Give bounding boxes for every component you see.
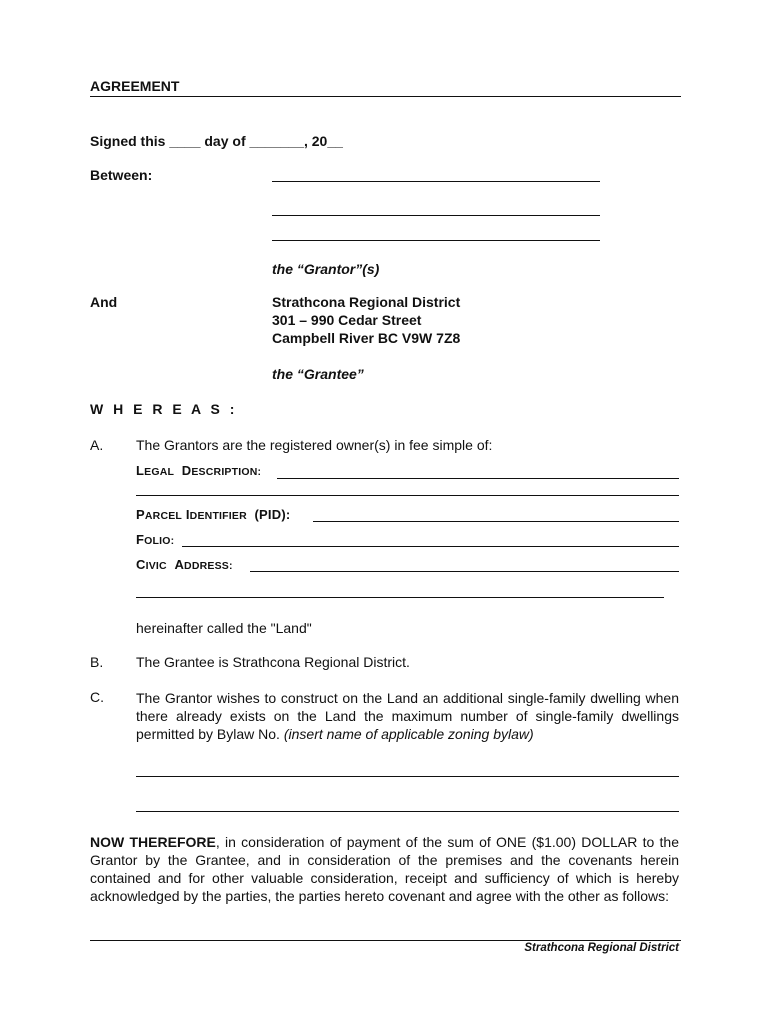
- footer-text: Strathcona Regional District: [524, 942, 679, 954]
- grantor-name-line-2[interactable]: [272, 215, 600, 216]
- grantee-address-2: Campbell River BC V9W 7Z8: [272, 330, 461, 346]
- legal-description-field-2[interactable]: [136, 495, 679, 496]
- whereas-heading: W H E R E A S :: [90, 401, 238, 417]
- grantor-label: the “Grantor”(s): [272, 261, 380, 277]
- between-label: Between:: [90, 167, 153, 183]
- recital-b-text: The Grantee is Strathcona Regional District.: [136, 654, 410, 670]
- recital-c-paragraph: [136, 689, 679, 743]
- grantee-label: the “Grantee”: [272, 366, 364, 382]
- recital-c-italic: (insert name of applicable zoning bylaw): [283, 726, 534, 742]
- grantor-name-line-3[interactable]: [272, 240, 600, 241]
- recital-a-letter: A.: [90, 437, 104, 453]
- page-title: AGREEMENT: [90, 78, 180, 94]
- pid-label: PARCEL IDENTIFIER (PID):: [136, 507, 291, 522]
- civic-address-field[interactable]: [250, 571, 679, 572]
- now-therefore-paragraph: [90, 833, 679, 905]
- and-label: And: [90, 294, 118, 310]
- recital-a-text: The Grantors are the registered owner(s) in fee simple of:: [136, 437, 493, 453]
- zoning-bylaw-field-1[interactable]: [136, 776, 679, 777]
- grantee-name: Strathcona Regional District: [272, 294, 461, 310]
- civic-address-field-2[interactable]: [136, 597, 664, 598]
- now-therefore-bold: NOW THEREFORE: [90, 834, 216, 850]
- grantor-name-line-1[interactable]: [272, 181, 600, 182]
- recital-c-letter: C.: [90, 689, 104, 705]
- folio-label: FOLIO:: [136, 532, 175, 547]
- hereinafter-text: hereinafter called the "Land": [136, 620, 312, 636]
- title-underline: [90, 96, 681, 97]
- zoning-bylaw-field-2[interactable]: [136, 811, 679, 812]
- recital-c-text: The Grantor wishes to construct on the Land an additional single-family dwelling when there already exists on the Land the maximum number of single-family dwellings permitted by Bylaw No.: [136, 690, 679, 742]
- legal-description-field[interactable]: [277, 478, 679, 479]
- signed-line: Signed this ____ day of _______, 20__: [90, 133, 343, 149]
- now-therefore-text: , in consideration of payment of the sum of ONE ($1.00) DOLLAR to the Grantor by the Grantee, and in consideration of the premises and the covenants herein contained and for other valuable consideration, receipt and sufficiency of which is hereby acknowledged by the parties, the parties hereto covenant and agree with the other as follows:: [90, 834, 679, 904]
- footer-rule: [90, 940, 681, 941]
- recital-b-letter: B.: [90, 654, 104, 670]
- grantee-address-1: 301 – 990 Cedar Street: [272, 312, 422, 328]
- civic-address-label: CIVIC ADDRESS:: [136, 557, 233, 572]
- folio-field[interactable]: [182, 546, 679, 547]
- legal-description-label: LEGAL DESCRIPTION:: [136, 463, 262, 478]
- pid-field[interactable]: [313, 521, 679, 522]
